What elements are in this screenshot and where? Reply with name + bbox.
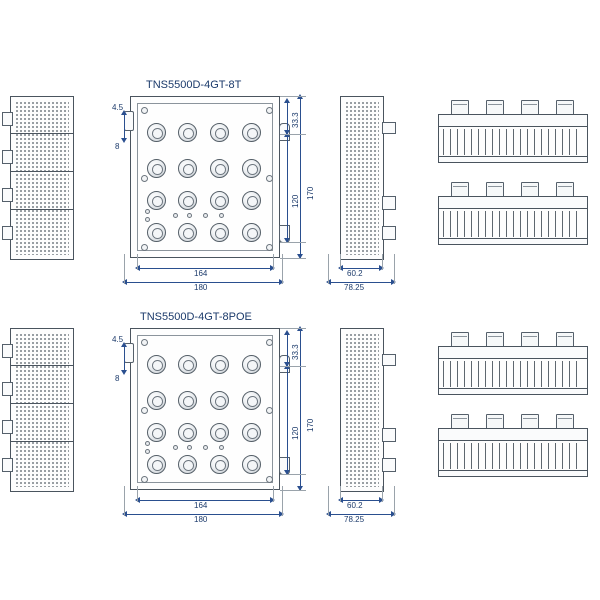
dim-line: [287, 134, 288, 242]
panel-screw: [266, 407, 273, 414]
model-title-bottom: TNS5500D-4GT-8POE: [140, 311, 252, 323]
status-led: [173, 445, 178, 450]
extension-line: [394, 254, 395, 284]
mounting-lug: [2, 458, 13, 472]
dim-8-top: 8: [115, 142, 120, 151]
m12-connector: [147, 455, 166, 474]
extension-line: [382, 254, 383, 270]
extension-line: [382, 486, 383, 502]
dim-8-bottom: 8: [115, 374, 120, 383]
m12-connector: [178, 391, 197, 410]
dim-78-25-top: 78.25: [344, 283, 365, 292]
m12-connector: [210, 123, 229, 142]
status-led: [219, 213, 224, 218]
extension-line: [394, 486, 395, 516]
status-led: [145, 449, 150, 454]
m12-connector: [147, 223, 166, 242]
right-side-vent-view-top: [340, 96, 384, 260]
vent-divider: [11, 403, 73, 404]
extension-line: [280, 474, 306, 475]
dim-4-5-bottom: 4.5: [112, 335, 124, 344]
model-title-top: TNS5500D-4GT-8T: [146, 79, 242, 91]
heatsink-fins: [443, 443, 583, 469]
m12-connector: [242, 355, 261, 374]
status-led: [219, 445, 224, 450]
m12-connector: [147, 423, 166, 442]
housing-body: [438, 126, 588, 158]
extension-line: [280, 366, 306, 367]
dim-arrow: [121, 370, 127, 375]
m12-connector: [242, 223, 261, 242]
panel-screw: [141, 476, 148, 483]
dim-170-bottom: 170: [306, 418, 315, 432]
mounting-lug: [2, 112, 13, 126]
dim-arrow: [284, 330, 290, 335]
extension-line: [137, 254, 138, 270]
vent-divider: [11, 441, 73, 442]
panel-screw: [266, 339, 273, 346]
dim-line: [300, 328, 301, 490]
side-connector: [382, 196, 396, 210]
m12-connector: [178, 223, 197, 242]
front-panel-view-bottom: [130, 328, 280, 490]
extension-line: [282, 254, 283, 284]
extension-line: [280, 490, 306, 491]
dim-164-bottom: 164: [194, 501, 208, 510]
mounting-lug: [2, 344, 13, 358]
status-led: [203, 213, 208, 218]
vent-perforation-pattern: [345, 333, 379, 487]
dim-164-top: 164: [194, 269, 208, 278]
side-connector: [382, 458, 396, 472]
panel-screw: [141, 175, 148, 182]
panel-screw: [141, 339, 148, 346]
heatsink-fins: [443, 361, 583, 387]
m12-connector: [242, 191, 261, 210]
panel-screw: [141, 407, 148, 414]
m12-connector: [210, 191, 229, 210]
side-connector: [382, 428, 396, 442]
extension-line: [280, 242, 306, 243]
m12-connector: [147, 191, 166, 210]
status-led: [187, 445, 192, 450]
extension-line: [280, 96, 306, 97]
housing-base: [438, 470, 588, 477]
dim-170-top: 170: [306, 186, 315, 200]
dim-120-top: 120: [291, 194, 300, 208]
m12-connector: [147, 391, 166, 410]
mounting-lug: [2, 226, 13, 240]
dim-line: [124, 112, 125, 140]
extension-line: [328, 486, 329, 516]
dim-line: [287, 366, 288, 474]
housing-base: [438, 156, 588, 163]
m12-connector: [210, 223, 229, 242]
mounting-lug: [2, 188, 13, 202]
isometric-view-bottom-2: [438, 414, 590, 476]
housing-body: [438, 208, 588, 240]
dim-line: [124, 344, 125, 372]
m12-connector: [178, 123, 197, 142]
isometric-view-bottom-1: [438, 332, 590, 394]
panel-screw: [266, 244, 273, 251]
vent-divider: [11, 133, 73, 134]
mounting-lug: [2, 420, 13, 434]
panel-screw: [266, 476, 273, 483]
m12-connector: [242, 455, 261, 474]
dim-60-2-top: 60.2: [347, 269, 363, 278]
extension-line: [328, 254, 329, 284]
m12-connector: [242, 391, 261, 410]
extension-line: [282, 486, 283, 516]
left-side-vent-view-top: [10, 96, 74, 260]
dim-line: [287, 100, 288, 134]
dim-180-bottom: 180: [194, 515, 208, 524]
left-side-vent-view-bottom: [10, 328, 74, 492]
isometric-view-top-1: [438, 100, 590, 162]
m12-connector: [210, 391, 229, 410]
m12-connector: [210, 355, 229, 374]
dim-arrow: [121, 342, 127, 347]
extension-line: [273, 486, 274, 502]
housing-body: [438, 358, 588, 390]
extension-line: [280, 134, 306, 135]
front-panel-view-top: [130, 96, 280, 258]
dim-180-top: 180: [194, 283, 208, 292]
status-led: [187, 213, 192, 218]
heatsink-fins: [443, 211, 583, 237]
housing-body: [438, 440, 588, 472]
dim-line: [300, 96, 301, 258]
heatsink-fins: [443, 129, 583, 155]
m12-connector: [242, 123, 261, 142]
dim-arrow: [121, 138, 127, 143]
housing-base: [438, 388, 588, 395]
m12-connector: [178, 159, 197, 178]
m12-connector: [178, 191, 197, 210]
m12-connector: [178, 455, 197, 474]
right-side-vent-view-bottom: [340, 328, 384, 492]
extension-line: [340, 254, 341, 270]
extension-line: [280, 328, 306, 329]
status-led: [145, 209, 150, 214]
extension-line: [280, 258, 306, 259]
vent-perforation-pattern: [15, 333, 69, 487]
dim-arrow: [121, 110, 127, 115]
extension-line: [137, 486, 138, 502]
panel-screw: [141, 244, 148, 251]
dim-arrow: [284, 98, 290, 103]
dim-line: [287, 332, 288, 366]
m12-connector: [210, 455, 229, 474]
dim-4-5-top: 4.5: [112, 103, 124, 112]
m12-connector: [147, 159, 166, 178]
m12-connector: [210, 159, 229, 178]
status-led: [145, 441, 150, 446]
isometric-view-top-2: [438, 182, 590, 244]
mounting-lug: [2, 382, 13, 396]
panel-screw: [266, 175, 273, 182]
dim-78-25-bottom: 78.25: [344, 515, 365, 524]
mounting-lug: [2, 150, 13, 164]
m12-connector: [242, 159, 261, 178]
side-connector: [382, 122, 396, 134]
vent-divider: [11, 171, 73, 172]
panel-screw: [266, 107, 273, 114]
vent-divider: [11, 365, 73, 366]
side-connector: [382, 354, 396, 366]
vent-divider: [11, 209, 73, 210]
vent-perforation-pattern: [15, 101, 69, 255]
housing-base: [438, 238, 588, 245]
dim-33-3-bottom: 33.3: [291, 344, 300, 360]
extension-line: [124, 486, 125, 516]
status-led: [145, 217, 150, 222]
status-led: [173, 213, 178, 218]
extension-line: [273, 254, 274, 270]
m12-connector: [147, 123, 166, 142]
m12-connector: [178, 355, 197, 374]
panel-screw: [141, 107, 148, 114]
extension-line: [124, 254, 125, 284]
dim-33-3-top: 33.3: [291, 112, 300, 128]
side-connector: [382, 226, 396, 240]
m12-connector: [147, 355, 166, 374]
dim-60-2-bottom: 60.2: [347, 501, 363, 510]
vent-perforation-pattern: [345, 101, 379, 255]
m12-connector: [178, 423, 197, 442]
status-led: [203, 445, 208, 450]
extension-line: [340, 486, 341, 502]
m12-connector: [210, 423, 229, 442]
m12-connector: [242, 423, 261, 442]
dim-120-bottom: 120: [291, 426, 300, 440]
